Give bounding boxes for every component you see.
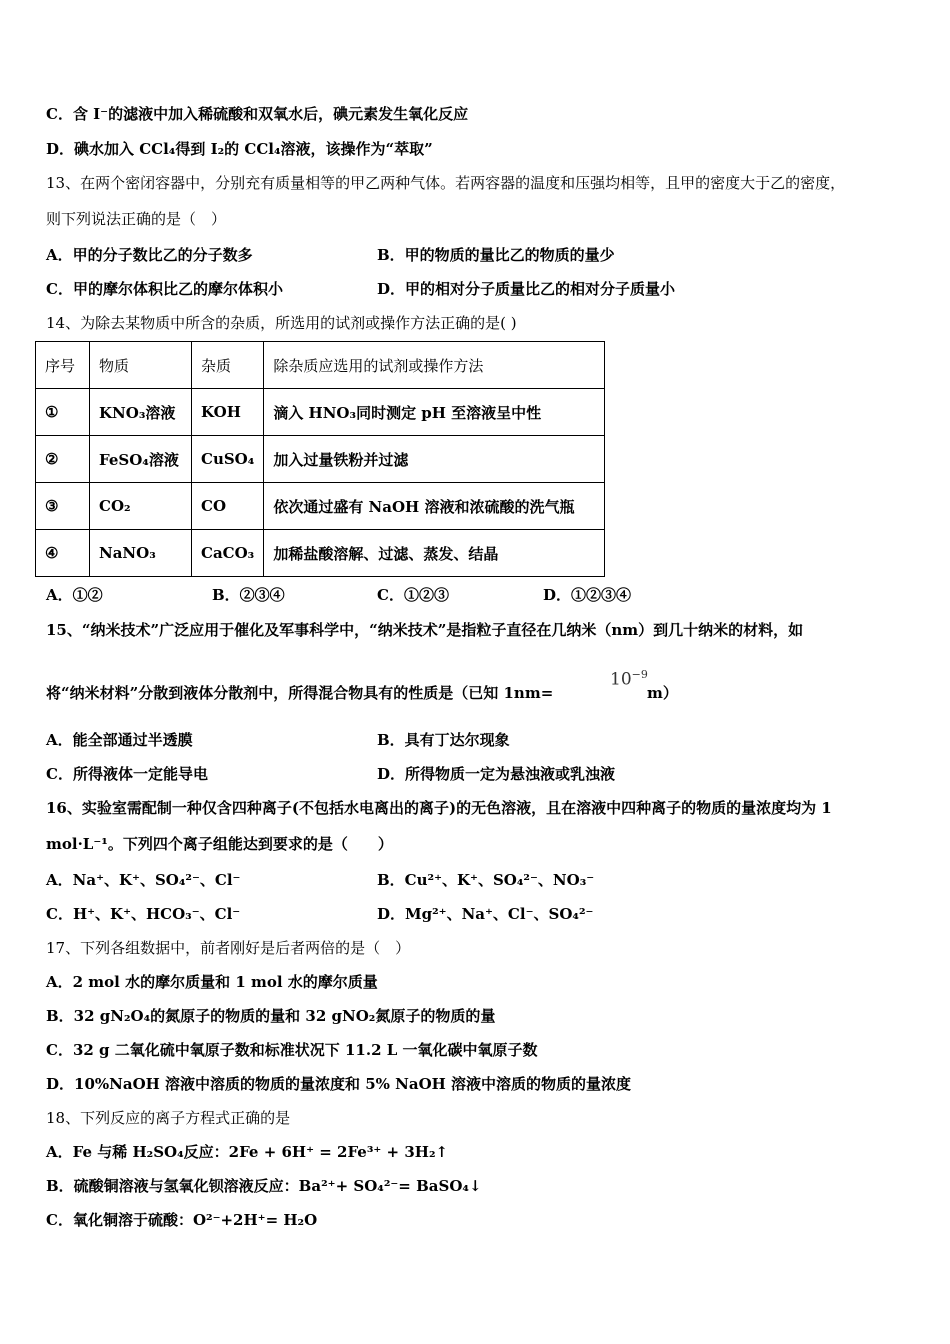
q15-option-c: C．所得液体一定能导电: [46, 765, 208, 783]
table-cell: ③: [36, 483, 90, 530]
table-cell: 加稀盐酸溶解、过滤、蒸发、结晶: [264, 530, 605, 577]
table-cell: ①: [36, 389, 90, 436]
q16-option-b: B．Cu²⁺、K⁺、SO₄²⁻、NO₃⁻: [377, 871, 595, 889]
q15-stem-line2: 将“纳米材料”分散到液体分散剂中，所得混合物具有的性质是（已知 1nm=: [46, 684, 554, 702]
q13-stem-line2: 则下列说法正确的是（ ）: [46, 210, 227, 228]
header-cell: 杂质: [192, 342, 264, 389]
q13-stem-line1: 13、在两个密闭容器中，分别充有质量相等的甲乙两种气体。若两容器的温度和压强均相等，且甲的密度大于乙的密度，: [46, 174, 846, 192]
table-row: [36, 483, 605, 530]
q14-option-a: A．①②: [46, 586, 103, 604]
q15-option-d: D．所得物质一定为悬浊液或乳浊液: [377, 765, 616, 783]
q15-unit: m）: [647, 684, 678, 702]
q15-stem-line1: 15、“纳米技术”广泛应用于催化及军事科学中，“纳米技术”是指粒子直径在几纳米（nm）到几十纳米的材料，如: [46, 621, 804, 639]
q18-stem: 18、下列反应的离子方程式正确的是: [46, 1109, 291, 1127]
q13-option-c: C．甲的摩尔体积比乙的摩尔体积小: [46, 280, 283, 298]
q14-table: [35, 341, 605, 577]
table-cell: CO₂: [90, 483, 192, 530]
table-cell: 滴入 HNO₃同时测定 pH 至溶液呈中性: [264, 389, 605, 436]
q16-stem-line1: 16、实验室需配制一种仅含四种离子(不包括水电离出的离子)的无色溶液，且在溶液中四种离子的物质的量浓度均为 1: [46, 799, 832, 817]
q18-option-a: A．Fe 与稀 H₂SO₄反应：2Fe + 6H⁺ = 2Fe³⁺ + 3H₂↑: [46, 1143, 449, 1161]
table-cell: CuSO₄: [192, 436, 264, 483]
q17-option-c: C．32 g 二氧化硫中氧原子数和标准状况下 11.2 L 一氧化碳中氧原子数: [46, 1041, 538, 1059]
q13-option-a: A．甲的分子数比乙的分子数多: [46, 246, 253, 264]
q17-option-b: B．32 gN₂O₄的氮原子的物质的量和 32 gNO₂氮原子的物质的量: [46, 1007, 496, 1025]
table-cell: ②: [36, 436, 90, 483]
q16-stem-line2: mol·L⁻¹。下列四个离子组能达到要求的是（ ）: [46, 835, 393, 853]
header-cell: 除杂质应选用的试剂或操作方法: [264, 342, 605, 389]
table-row: [36, 389, 605, 436]
sci-exponent: −9: [631, 668, 648, 681]
q18-option-c: C．氧化铜溶于硫酸：O²⁻+2H⁺= H₂O: [46, 1211, 318, 1229]
q14-option-b: B．②③④: [212, 586, 285, 604]
table-cell: 依次通过盛有 NaOH 溶液和浓硫酸的洗气瓶: [264, 483, 605, 530]
q15-scientific-notation: [610, 668, 648, 690]
q16-option-c: C．H⁺、K⁺、HCO₃⁻、Cl⁻: [46, 905, 241, 923]
q16-option-d: D．Mg²⁺、Na⁺、Cl⁻、SO₄²⁻: [377, 905, 594, 923]
q15-option-b: B．具有丁达尔现象: [377, 731, 510, 749]
table-row: [36, 436, 605, 483]
q18-option-b: B．硫酸铜溶液与氢氧化钡溶液反应：Ba²⁺+ SO₄²⁻= BaSO₄↓: [46, 1177, 482, 1195]
table-cell: NaNO₃: [90, 530, 192, 577]
table-cell: KNO₃溶液: [90, 389, 192, 436]
q17-option-a: A．2 mol 水的摩尔质量和 1 mol 水的摩尔质量: [46, 973, 378, 991]
table-cell: FeSO₄溶液: [90, 436, 192, 483]
q17-stem: 17、下列各组数据中，前者刚好是后者两倍的是（ ）: [46, 939, 411, 957]
table-cell: ④: [36, 530, 90, 577]
q13-option-d: D．甲的相对分子质量比乙的相对分子质量小: [377, 280, 676, 298]
q12-option-c: C．含 I⁻的滤液中加入稀硫酸和双氧水后，碘元素发生氧化反应: [46, 105, 469, 123]
q14-stem: 14、为除去某物质中所含的杂质，所选用的试剂或操作方法正确的是( ): [46, 314, 517, 332]
q12-option-d: D．碘水加入 CCl₄得到 I₂的 CCl₄溶液，该操作为“萃取”: [46, 140, 433, 158]
q17-option-d: D．10%NaOH 溶液中溶质的物质的量浓度和 5% NaOH 溶液中溶质的物质的量浓度: [46, 1075, 632, 1093]
table-header-row: [36, 342, 605, 389]
q16-option-a: A．Na⁺、K⁺、SO₄²⁻、Cl⁻: [46, 871, 241, 889]
table-row: [36, 530, 605, 577]
header-cell: 序号: [36, 342, 90, 389]
q14-option-d: D．①②③④: [543, 586, 632, 604]
sci-base: 10: [610, 669, 632, 690]
table-cell: CO: [192, 483, 264, 530]
q14-option-c: C．①②③: [377, 586, 449, 604]
q15-option-a: A．能全部通过半透膜: [46, 731, 193, 749]
table-cell: 加入过量铁粉并过滤: [264, 436, 605, 483]
q13-option-b: B．甲的物质的量比乙的物质的量少: [377, 246, 615, 264]
table-cell: CaCO₃: [192, 530, 264, 577]
table-cell: KOH: [192, 389, 264, 436]
header-cell: 物质: [90, 342, 192, 389]
